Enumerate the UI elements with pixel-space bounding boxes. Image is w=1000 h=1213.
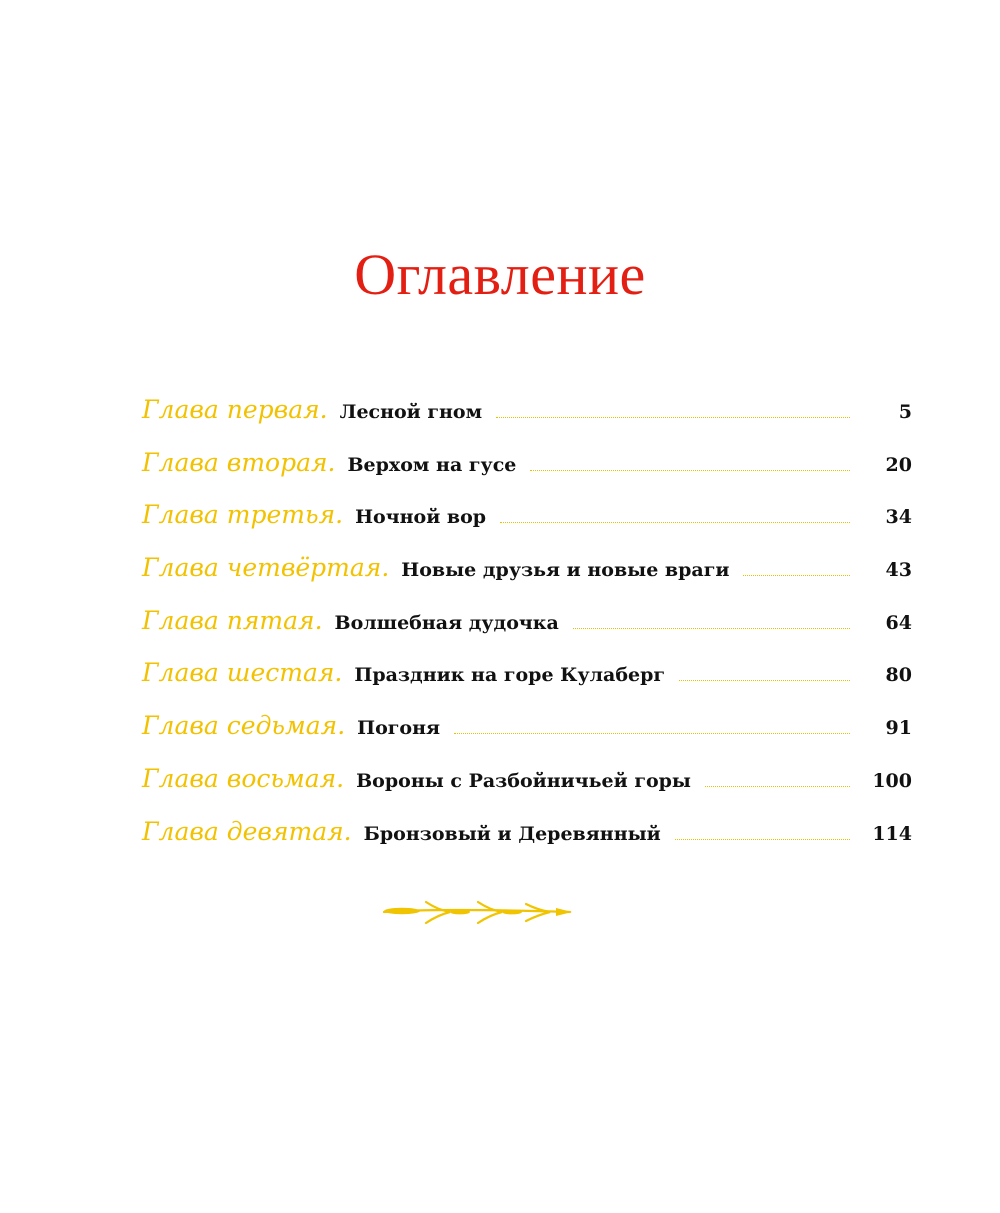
page-number: 34 — [885, 506, 912, 529]
page-number: 91 — [885, 717, 912, 740]
toc-entry[interactable] — [142, 553, 912, 606]
page-number: 100 — [872, 769, 912, 792]
toc-entry[interactable] — [142, 395, 912, 448]
chapter-title: Волшебная дудочка — [334, 611, 559, 634]
page-number: 80 — [885, 664, 912, 687]
page-number: 5 — [898, 401, 912, 423]
dot-leader — [679, 679, 850, 681]
chapter-title: Новые друзья и новые враги — [401, 559, 730, 582]
chapter-label: Глава пятая. — [142, 605, 323, 635]
toc-entry[interactable] — [142, 764, 912, 817]
chapter-label: Глава девятая. — [142, 816, 352, 846]
chapter-label: Глава четвёртая. — [142, 553, 390, 583]
chapter-label: Глава первая. — [142, 395, 328, 424]
chapter-title: Бронзовый и Деревянный — [363, 822, 661, 845]
chapter-title: Лесной гном — [339, 401, 483, 423]
dot-leader — [530, 469, 850, 471]
toc-entry[interactable] — [142, 448, 912, 501]
dot-leader — [573, 627, 850, 629]
page-number: 20 — [885, 453, 912, 476]
chapter-title: Верхом на гусе — [347, 453, 517, 476]
chapter-title: Праздник на горе Кулаберг — [354, 664, 666, 687]
chapter-label: Глава восьмая. — [142, 763, 345, 793]
chapter-title: Ночной вор — [355, 506, 487, 529]
page-number: 64 — [885, 611, 912, 634]
chapter-label: Глава вторая. — [142, 447, 336, 477]
chapter-title: Погоня — [357, 717, 441, 740]
table-of-contents — [142, 395, 912, 869]
golden-sprig-divider-icon — [380, 896, 576, 928]
dot-leader — [743, 574, 850, 576]
chapter-label: Глава третья. — [142, 500, 344, 530]
toc-entry[interactable] — [142, 658, 912, 711]
dot-leader — [496, 416, 850, 418]
page-number: 114 — [872, 822, 912, 845]
toc-entry[interactable] — [142, 711, 912, 764]
toc-entry[interactable] — [142, 500, 912, 553]
dot-leader — [705, 785, 850, 787]
toc-entry[interactable] — [142, 606, 912, 659]
page-title: Оглавление — [354, 242, 646, 307]
dot-leader — [675, 838, 850, 840]
dot-leader — [500, 521, 850, 523]
page-number: 43 — [885, 559, 912, 582]
chapter-label: Глава седьмая. — [142, 711, 346, 741]
dot-leader — [454, 732, 850, 734]
toc-entry[interactable] — [142, 817, 912, 870]
chapter-label: Глава шестая. — [142, 658, 343, 688]
chapter-title: Вороны с Разбойничьей горы — [356, 769, 691, 792]
